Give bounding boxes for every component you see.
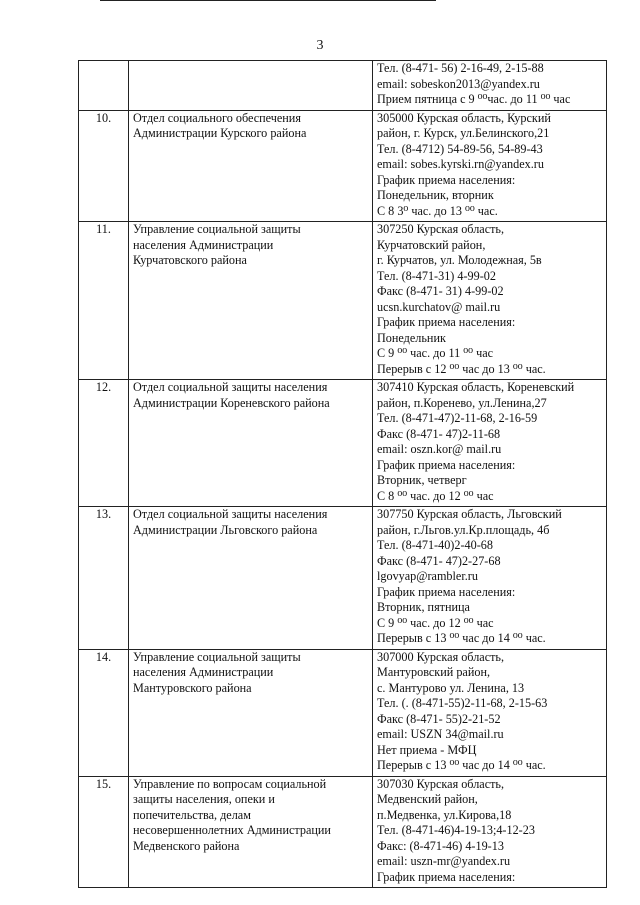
row-number: 13. — [79, 507, 129, 650]
contact-line: email: sobeskon2013@yandex.ru — [377, 76, 540, 91]
organization-name — [129, 110, 373, 222]
contact-details — [373, 649, 607, 776]
contact-line: С 8 ⁰⁰ час. до 12 ⁰⁰ час — [377, 488, 494, 503]
contact-line: С 9 ⁰⁰ час. до 11 ⁰⁰ час — [377, 346, 494, 360]
contact-line: lgovyap@rambler.ru — [377, 569, 478, 583]
organization-name-line: населения Администрации — [133, 237, 274, 252]
organization-name-line: Управление социальной защиты — [133, 222, 301, 236]
contact-line: г. Курчатов, ул. Молодежная, 5в — [377, 253, 542, 267]
organization-name — [129, 776, 373, 888]
contact-line: Вторник, четверг — [377, 473, 467, 487]
contact-details — [373, 222, 607, 380]
table-row — [79, 776, 607, 888]
contacts-table — [78, 60, 607, 888]
contact-line: Перерыв с 13 ⁰⁰ час до 14 ⁰⁰ час. — [377, 631, 546, 645]
organization-name-line: Курчатовского района — [133, 253, 247, 267]
table-row — [79, 649, 607, 776]
contact-line: Тел. (. (8-471-55)2-11-68, 2-15-63 — [377, 696, 548, 710]
contact-line: Вторник, пятница — [377, 600, 470, 614]
row-number: 10. — [79, 110, 129, 222]
contact-line: С 9 ⁰⁰ час. до 12 ⁰⁰ час — [377, 615, 494, 630]
contact-line: Факс (8-471- 47)2-27-68 — [377, 553, 501, 568]
contact-line: Медвенский район, — [377, 792, 478, 806]
organization-name — [129, 649, 373, 776]
organization-name-line: Администрации Льговского района — [133, 522, 318, 537]
contact-line: район, п.Коренево, ул.Ленина,27 — [377, 395, 547, 410]
contact-details — [373, 61, 607, 111]
organization-name-line: Отдел социальной защиты населения — [133, 507, 328, 521]
contact-line: С 8 3⁰ час. до 13 ⁰⁰ час. — [377, 203, 498, 218]
contact-line: 305000 Курская область, Курский — [377, 110, 551, 125]
organization-name-line: защиты населения, опеки и — [133, 792, 275, 806]
contact-line: Тел. (8-471-46)4-19-13;4-12-23 — [377, 823, 535, 837]
contact-line: Факс: (8-471-46) 4-19-13 — [377, 838, 504, 853]
contact-line: Тел. (8-4712) 54-89-56, 54-89-43 — [377, 141, 543, 156]
contact-line: Факс (8-471- 55)2-21-52 — [377, 711, 501, 726]
page-number: 3 — [316, 38, 324, 53]
contact-details — [373, 507, 607, 650]
table-row — [79, 61, 607, 111]
organization-name-line: Мантуровского района — [133, 680, 252, 695]
contact-line: Мантуровский район, — [377, 665, 491, 679]
contacts-table-body — [79, 61, 607, 888]
contact-line: п.Медвенка, ул.Кирова,18 — [377, 807, 512, 822]
contact-line: График приема населения: — [377, 869, 516, 884]
contact-line: 307250 Курская область, — [377, 222, 505, 236]
contact-line: с. Мантурово ул. Ленина, 13 — [377, 680, 525, 695]
contact-line: Понедельник — [377, 330, 446, 345]
contact-line: район, г. Курск, ул.Белинского,21 — [377, 126, 550, 140]
contact-line: 307000 Курская область, — [377, 649, 505, 664]
contact-line: Прием пятница с 9 ⁰⁰час. до 11 ⁰⁰ час — [377, 92, 571, 106]
row-number — [79, 61, 129, 111]
contact-line: График приема населения: — [377, 172, 516, 187]
organization-name-line: Администрации Курского района — [133, 126, 307, 140]
contact-line: ucsn.kurchatov@ mail.ru — [377, 299, 501, 314]
contact-line: График приема населения: — [377, 457, 516, 472]
organization-name — [129, 507, 373, 650]
top-edge-rule — [100, 0, 436, 2]
row-number: 12. — [79, 380, 129, 507]
contact-line: График приема населения: — [377, 315, 516, 329]
organization-name-line: Управление социальной защиты — [133, 649, 301, 664]
contact-line: Тел. (8-471-31) 4-99-02 — [377, 268, 496, 283]
contact-line: 307750 Курская область, Льговский — [377, 507, 562, 521]
contact-line: 307030 Курская область, — [377, 776, 505, 791]
contact-line: email: sobes.kyrski.rn@yandex.ru — [377, 157, 544, 171]
contact-line: email: USZN 34@mail.ru — [377, 727, 504, 741]
table-row — [79, 222, 607, 380]
organization-name-line: Отдел социальной защиты населения — [133, 380, 328, 394]
organization-name-line: Управление по вопросам социальной — [133, 776, 327, 791]
contact-line: Перерыв с 13 ⁰⁰ час до 14 ⁰⁰ час. — [377, 758, 546, 772]
contact-line: Факс (8-471- 31) 4-99-02 — [377, 284, 504, 298]
contact-line: Тел. (8-471-40)2-40-68 — [377, 538, 493, 552]
organization-name-line: попечительства, делам — [133, 807, 251, 822]
organization-name-line: несовершеннолетних Администрации — [133, 823, 331, 837]
contact-line: Тел. (8-471- 56) 2-16-49, 2-15-88 — [377, 61, 544, 75]
organization-name-line: Администрации Кореневского района — [133, 395, 330, 410]
contact-line: График приема населения: — [377, 584, 516, 599]
organization-name — [129, 222, 373, 380]
contact-line: район, г.Льгов.ул.Кр.площадь, 4б — [377, 522, 550, 537]
organization-name — [129, 380, 373, 507]
contact-line: email: uszn-mr@yandex.ru — [377, 854, 511, 868]
contact-line: Перерыв с 12 ⁰⁰ час до 13 ⁰⁰ час. — [377, 361, 546, 376]
table-row — [79, 507, 607, 650]
contact-line: Курчатовский район, — [377, 237, 486, 252]
contact-details — [373, 776, 607, 888]
table-row — [79, 380, 607, 507]
organization-name-line: Отдел социального обеспечения — [133, 110, 301, 125]
row-number: 11. — [79, 222, 129, 380]
table-row — [79, 110, 607, 222]
organization-name — [129, 61, 373, 111]
contact-details — [373, 380, 607, 507]
organization-name-line: Медвенского района — [133, 838, 240, 853]
row-number: 15. — [79, 776, 129, 888]
contact-details — [373, 110, 607, 222]
row-number: 14. — [79, 649, 129, 776]
contact-line: Факс (8-471- 47)2-11-68 — [377, 426, 501, 441]
contact-line: Тел. (8-471-47)2-11-68, 2-16-59 — [377, 411, 538, 425]
contact-line: email: oszn.kor@ mail.ru — [377, 442, 502, 456]
organization-name-line: населения Администрации — [133, 665, 274, 679]
contact-line: Нет приема - МФЦ — [377, 742, 477, 757]
contact-line: Понедельник, вторник — [377, 188, 494, 202]
contact-line: 307410 Курская область, Кореневский — [377, 380, 575, 394]
